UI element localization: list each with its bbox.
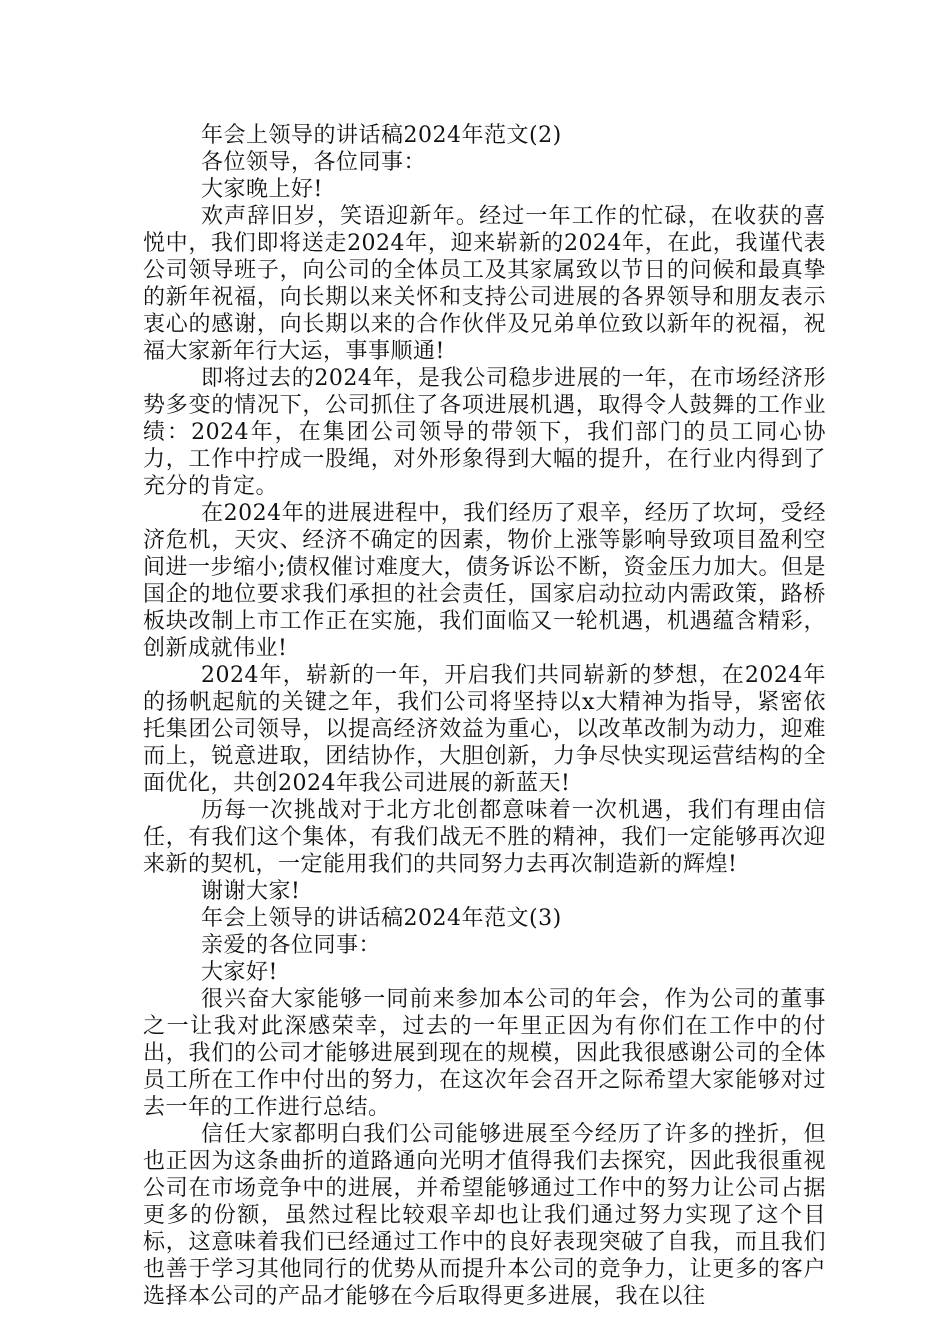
paragraph: 历每一次挑战对于北方北创都意味着一次机遇，我们有理由信任，有我们这个集体，有我们战无不胜的精神，我们一定能够再次迎来新的契机，一定能用我们的共同努力去再次制造新的辉煌! xyxy=(143,798,826,877)
paragraph: 很兴奋大家能够一同前来参加本公司的年会，作为公司的董事之一让我对此深感荣幸，过去的一年里正因为有你们在工作中的付出，我们的公司才能够进展到现在的规模，因此我很感谢公司的全体员工所在工作中付出的努力，在这次年会召开之际希望大家能够对过去一年的工作进行总结。 xyxy=(143,987,826,1120)
paragraph: 2024年，崭新的一年，开启我们共同崭新的梦想，在2024年的扬帆起航的关键之年，我们公司将坚持以x大精神为指导，紧密依托集团公司领导，以提高经济效益为重心，以改革改制为动力，迎难而上，锐意进取，团结协作，大胆创新，力争尽快实现运营结构的全面优化，共创2024年我公司进展的新蓝天! xyxy=(143,663,826,796)
closing-thanks: 谢谢大家! xyxy=(201,879,301,904)
salutation: 亲爱的各位同事： xyxy=(201,933,382,958)
paragraph: 信任大家都明白我们公司能够进展至今经历了许多的挫折，但也正因为这条曲折的道路通向光明才值得我们去探究，因此我很重视公司在市场竞争中的进展，并希望能够通过工作中的努力让公司占据更多的份额，虽然过程比较艰辛却也让我们通过努力实现了这个目标，这意味着我们已经通过工作中的良好表现突破了自我，而且我们也善于学习其他同行的优势从而提升本公司的竞争力，让更多的客户选择本公司的产品才能够在今后取得更多进展，我在以往 xyxy=(143,1122,826,1309)
paragraph: 欢声辞旧岁，笑语迎新年。经过一年工作的忙碌，在收获的喜悦中，我们即将送走2024年，迎来崭新的2024年，在此，我谨代表公司领导班子，向公司的全体员工及其家属致以节日的问候和最真挚的新年祝福，向长期以来关怀和支持公司进展的各界领导和朋友表示衷心的感谢，向长期以来的合作伙伴及兄弟单位致以新年的祝福，祝福大家新年行大运，事事顺通! xyxy=(143,204,826,364)
greeting: 大家晚上好! xyxy=(201,177,323,202)
paragraph: 在2024年的进展进程中，我们经历了艰辛，经历了坎坷，受经济危机，天灾、经济不确定的因素，物价上涨等影响导致项目盈利空间进一步缩小;债权催讨难度大，债务诉讼不断，资金压力加大。但是国企的地位要求我们承担的社会责任，国家启动拉动内需政策，路桥板块改制上市工作正在实施，我们面临又一轮机遇，机遇蕴含精彩，创新成就伟业! xyxy=(143,501,826,661)
salutation: 各位领导，各位同事： xyxy=(201,150,427,175)
document-body xyxy=(143,122,826,1310)
greeting: 大家好! xyxy=(201,960,278,985)
section-title-2: 年会上领导的讲话稿2024年范文(2) xyxy=(201,123,562,148)
section-title-3: 年会上领导的讲话稿2024年范文(3) xyxy=(201,906,562,931)
paragraph: 即将过去的2024年，是我公司稳步进展的一年，在市场经济形势多变的情况下，公司抓住了各项进展机遇，取得令人鼓舞的工作业绩：2024年，在集团公司领导的带领下，我们部门的员工同心协力，工作中拧成一股绳，对外形象得到大幅的提升，在行业内得到了充分的肯定。 xyxy=(143,366,826,499)
